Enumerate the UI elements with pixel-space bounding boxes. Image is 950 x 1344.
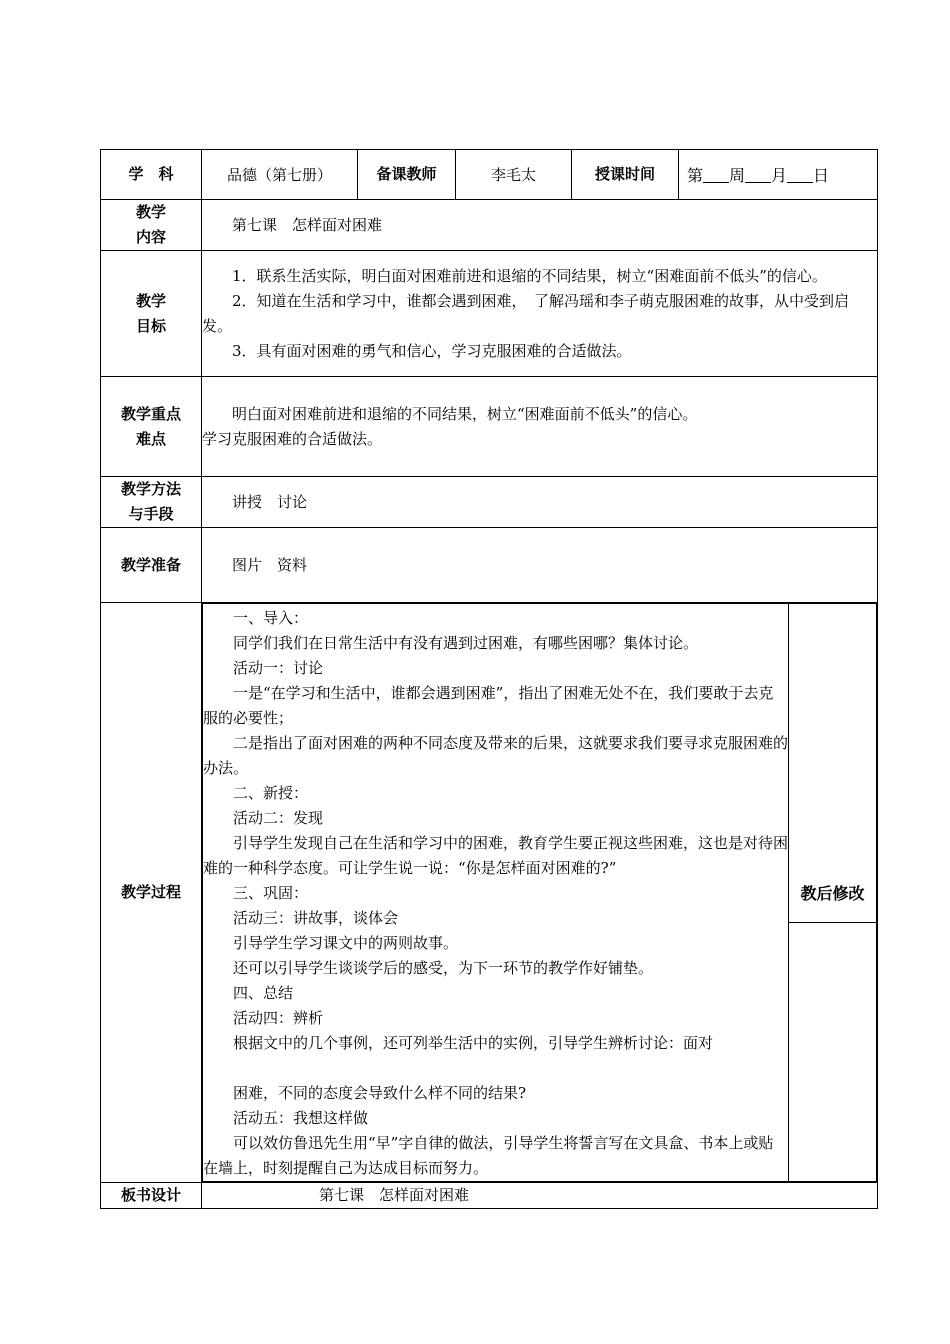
process-line: 还可以引导学生谈谈学后的感受，为下一环节的教学作好铺垫。	[233, 959, 654, 977]
process-line: 同学们我们在日常生活中有没有遇到过困难，有哪些困哪？集体讨论。	[233, 634, 699, 652]
process-label: 教学过程	[101, 603, 202, 1183]
content-value: 第七课 怎样面对困难	[202, 200, 878, 251]
goals-value	[202, 251, 878, 377]
key-points-row	[101, 377, 878, 477]
day-text: 日	[813, 166, 830, 185]
header-row	[101, 150, 878, 200]
subject-label: 学 科	[101, 150, 202, 200]
month-text: 月	[771, 166, 788, 185]
process-line: 活动二：发现	[233, 809, 324, 827]
content-row	[101, 200, 878, 251]
process-content	[203, 604, 789, 1182]
process-line: 可以效仿鲁迅先生用“早”字自律的做法，引导学生将誓言写在文具盒、书本上或贴在墙上，时刻提醒自己为达成目标而努力。	[203, 1134, 774, 1177]
board-value: 第七课 怎样面对困难	[202, 1183, 878, 1209]
content-label: 教学 内容	[101, 200, 202, 251]
process-line: 活动五：我想这样做	[233, 1109, 369, 1127]
preparation-label: 教学准备	[101, 528, 202, 603]
process-line: 二是指出了面对困难的两种不同态度及带来的后果，这就要求我们要寻求克服困难的办法。	[203, 734, 789, 777]
process-line: 引导学生发现自己在生活和学习中的困难，教育学生要正视这些困难，这也是对待困难的一种科学态度。可让学生说一说：“你是怎样面对困难的?”	[203, 834, 789, 877]
goal-item: 3．具有面对困难的勇气和信心，学习克服困难的合适做法。	[232, 341, 632, 360]
process-line: 一是“在学习和生活中，谁都会遇到困难”，指出了困难无处不在，我们要敢于去克服的必要性；	[203, 684, 774, 727]
week-blank	[703, 166, 729, 183]
process-line: 四、总结	[233, 984, 294, 1002]
time-value	[679, 150, 878, 200]
day-blank	[787, 166, 813, 183]
process-row	[101, 603, 878, 1183]
week-text: 周	[729, 166, 746, 185]
method-value: 讲授 讨论	[202, 477, 878, 528]
goal-item: 1．联系生活实际，明白面对困难前进和退缩的不同结果，树立“困难面前不低头”的信心。	[232, 266, 827, 285]
lesson-plan-table	[100, 149, 878, 1209]
process-line: 一、导入：	[233, 609, 309, 627]
board-label: 板书设计	[101, 1183, 202, 1209]
process-line: 根据文中的几个事例，还可列举生活中的实例，引导学生辨析讨论：面对	[233, 1034, 714, 1052]
board-row	[101, 1183, 878, 1209]
subject-value: 品德（第七册）	[202, 150, 358, 200]
teacher-label: 备课教师	[358, 150, 456, 200]
process-line	[203, 1056, 788, 1081]
time-label: 授课时间	[572, 150, 679, 200]
revision-label: 教后修改	[789, 862, 876, 923]
key-points-value: 明白面对困难前进和退缩的不同结果，树立“困难面前不低头”的信心。 学习克服困难的合适做法。	[202, 377, 878, 477]
process-line: 活动四：辨析	[233, 1009, 324, 1027]
month-blank	[745, 166, 771, 183]
process-line: 二、新授：	[233, 784, 309, 802]
method-row	[101, 477, 878, 528]
preparation-value: 图片 资料	[202, 528, 878, 603]
week-prefix: 第	[687, 166, 704, 185]
process-line: 引导学生学习课文中的两则故事。	[233, 934, 459, 952]
goals-row	[101, 251, 878, 377]
goal-item: 2．知道在生活和学习中，谁都会遇到困难， 了解冯瑶和李子萌克服困难的故事，从中受到启发。	[202, 291, 850, 335]
revision-column	[789, 604, 877, 1182]
method-label: 教学方法 与手段	[101, 477, 202, 528]
goals-label: 教学 目标	[101, 251, 202, 377]
preparation-row	[101, 528, 878, 603]
teacher-value: 李毛太	[456, 150, 572, 200]
process-line: 困难，不同的态度会导致什么样不同的结果?	[233, 1084, 527, 1102]
process-line: 三、巩固：	[233, 884, 309, 902]
process-line: 活动三：讲故事，谈体会	[233, 909, 399, 927]
key-points-label: 教学重点 难点	[101, 377, 202, 477]
process-line: 活动一：讨论	[233, 659, 324, 677]
